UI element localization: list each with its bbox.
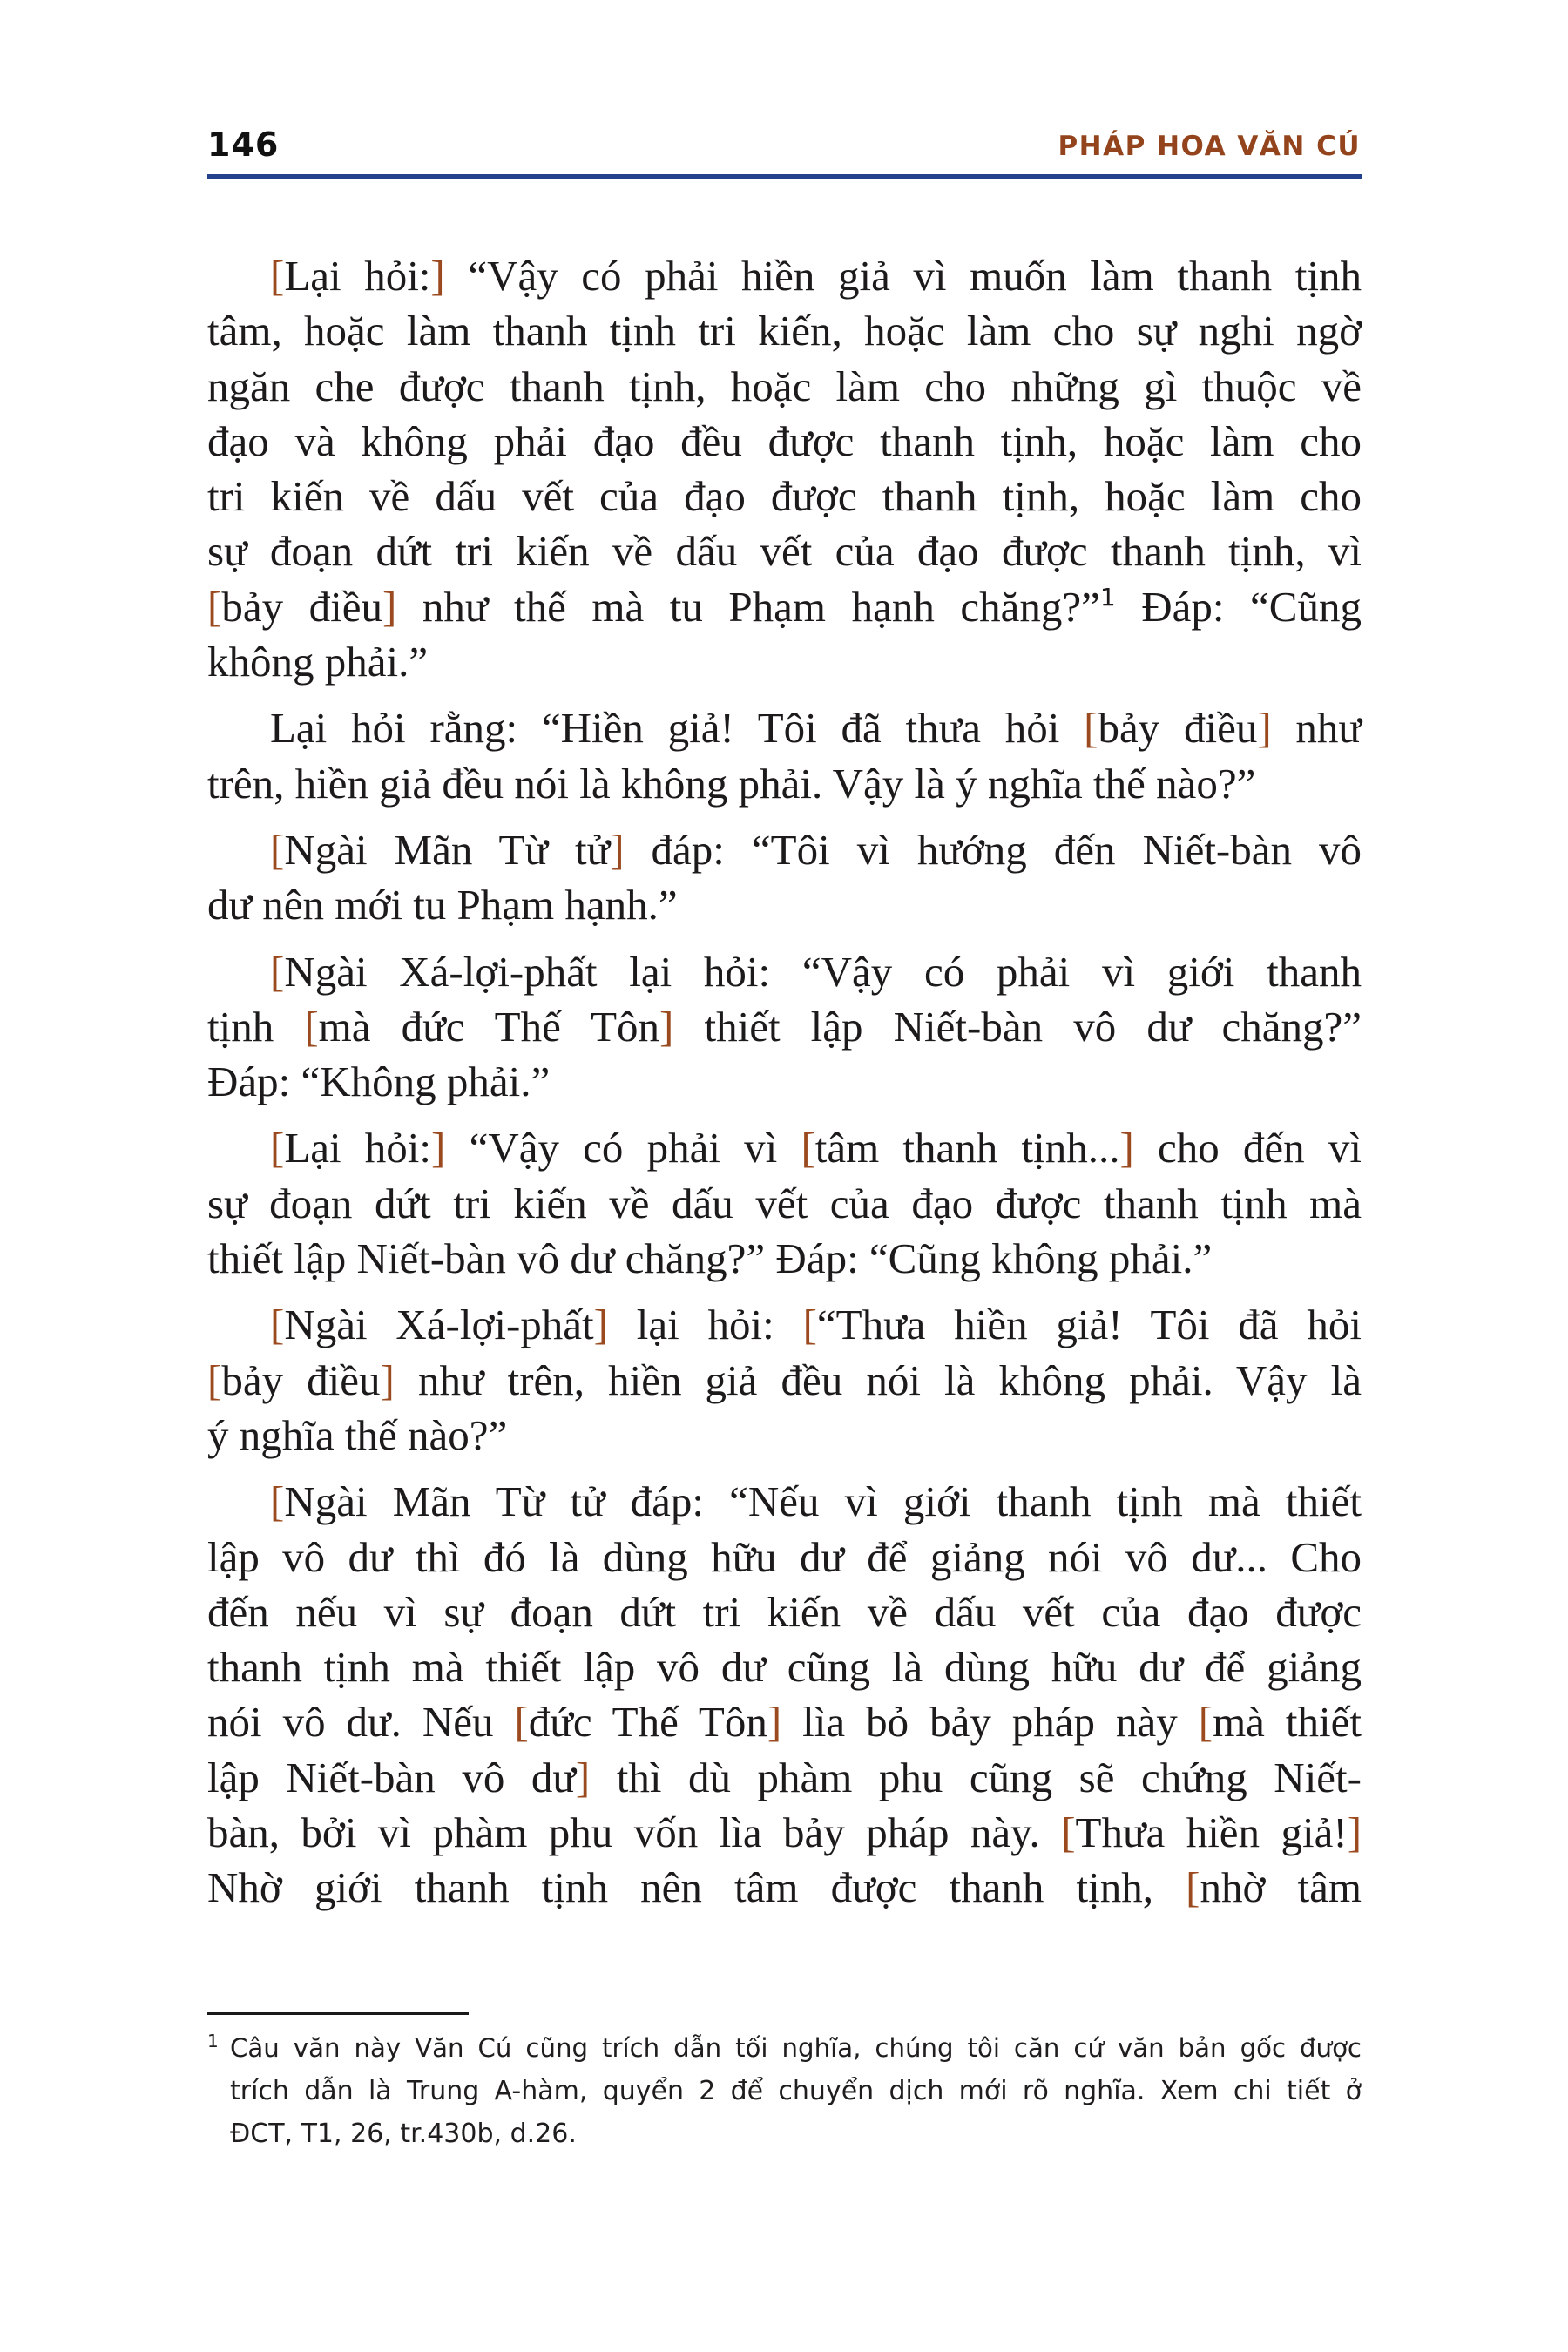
page-number: 146 — [207, 125, 280, 164]
text-line — [207, 359, 1362, 414]
text-line — [207, 877, 1362, 932]
text-line — [207, 634, 1362, 689]
editorial-bracket: [ — [270, 1477, 285, 1526]
text-line — [207, 944, 1362, 999]
text-segment: sự đoạn dứt tri kiến về dấu vết của đạo được thanh tịnh mà — [207, 1179, 1362, 1227]
editorial-bracket: ] — [767, 1698, 782, 1747]
text-segment: trên, hiền giả đều nói là không phải. Vậy là ý nghĩa thế nào?” — [207, 759, 1256, 808]
editorial-bracket: [ — [1084, 704, 1098, 753]
footnote-marker: 1 — [207, 2031, 219, 2051]
editorial-bracket: ] — [430, 252, 445, 300]
paragraph — [207, 248, 1362, 689]
editorial-bracket: [ — [270, 947, 285, 996]
text-segment: tri kiến về dấu vết của đạo được thanh tịnh, hoặc làm cho — [207, 472, 1362, 521]
text-segment: Lại hỏi: — [284, 252, 431, 300]
editorial-bracket: ] — [659, 1002, 674, 1051]
text-line — [207, 524, 1362, 578]
text-line — [207, 579, 1362, 634]
footnote — [207, 2027, 1362, 2155]
editorial-bracket: [ — [801, 1124, 815, 1173]
text-segment: Nhờ giới thanh tịnh nên tâm được thanh tịnh, — [207, 1863, 1186, 1912]
text-line — [207, 1530, 1362, 1585]
text-line — [207, 1297, 1362, 1352]
text-segment: lập vô dư thì đó là dùng hữu dư để giảng nói vô dư... Cho — [207, 1532, 1362, 1581]
running-header-title: PHÁP HOA VĂN CÚ — [1058, 131, 1361, 162]
text-segment: như trên, hiền giả đều nói là không phải. Vậy là — [394, 1355, 1362, 1404]
footnote-text: ĐCT, T1, 26, tr.430b, d.26. — [230, 2119, 577, 2149]
text-segment: Ngài Xá-lợi-phất — [284, 1301, 594, 1349]
text-line — [207, 1694, 1362, 1749]
text-segment: tâm, hoặc làm thanh tịnh tri kiến, hoặc làm cho sự nghi ngờ — [207, 307, 1362, 355]
footnote-text: Câu văn này Văn Cú cũng trích dẫn tối nghĩa, chúng tôi căn cứ văn bản gốc được — [230, 2033, 1362, 2063]
text-segment: Thưa hiền giả! — [1075, 1808, 1348, 1857]
text-line — [207, 1805, 1362, 1860]
text-segment: “Thưa hiền giả! Tôi đã hỏi — [816, 1301, 1362, 1349]
text-segment: Đáp: “Không phải.” — [207, 1058, 551, 1106]
text-segment: đạo và không phải đạo đều được thanh tịnh, hoặc làm cho — [207, 416, 1362, 465]
text-line — [207, 1474, 1362, 1529]
text-segment: ý nghĩa thế nào?” — [207, 1410, 508, 1459]
editorial-bracket: ] — [380, 1355, 395, 1404]
text-segment: tịnh — [207, 1002, 305, 1051]
editorial-bracket: ] — [431, 1124, 446, 1173]
text-segment: thì dù phàm phu cũng sẽ chứng Niết- — [590, 1753, 1362, 1801]
footnote-reference: 1 — [1099, 582, 1116, 612]
text-line — [207, 756, 1362, 811]
editorial-bracket: [ — [207, 1355, 222, 1404]
editorial-bracket: [ — [270, 825, 285, 874]
footnote-line — [207, 2112, 1362, 2155]
text-segment: lại hỏi: — [607, 1301, 803, 1349]
editorial-bracket: ] — [1257, 704, 1272, 753]
editorial-bracket: [ — [514, 1698, 529, 1747]
text-segment: không phải.” — [207, 638, 429, 686]
text-segment: ngăn che được thanh tịnh, hoặc làm cho những gì thuộc về — [207, 362, 1362, 410]
text-segment: thiết lập Niết-bàn vô dư chăng?” Đáp: “Cũng không phải.” — [207, 1234, 1213, 1283]
paragraph — [207, 1297, 1362, 1463]
text-segment: Ngài Xá-lợi-phất lại hỏi: “Vậy có phải vì giới thanh — [284, 947, 1362, 996]
editorial-bracket: ] — [593, 1301, 608, 1349]
editorial-bracket: [ — [802, 1301, 817, 1349]
text-segment: thanh tịnh mà thiết lập vô dư cũng là dùng hữu dư để giảng — [207, 1643, 1362, 1692]
text-segment: bảy điều — [221, 1355, 381, 1404]
text-line — [207, 303, 1362, 358]
editorial-bracket: [ — [1198, 1698, 1213, 1747]
text-segment: lìa bỏ bảy pháp này — [781, 1698, 1199, 1747]
text-line — [207, 1750, 1362, 1805]
text-segment: như — [1271, 704, 1362, 753]
text-segment: đáp: “Tôi vì hướng đến Niết-bàn vô — [624, 825, 1362, 874]
footnote-line — [207, 2070, 1362, 2112]
text-line — [207, 414, 1362, 469]
text-line — [207, 1120, 1362, 1175]
text-segment: “Vậy có phải hiền giả vì muốn làm thanh tịnh — [444, 252, 1362, 300]
text-segment: tâm thanh tịnh... — [814, 1124, 1120, 1173]
text-segment: mà thiết — [1213, 1698, 1362, 1747]
text-segment: mà đức Thế Tôn — [318, 1002, 660, 1051]
text-segment: bảy điều — [1098, 704, 1258, 753]
text-segment: Lại hỏi: — [284, 1124, 432, 1173]
editorial-bracket: [ — [304, 1002, 319, 1051]
text-segment: dư nên mới tu Phạm hạnh.” — [207, 881, 678, 929]
editorial-bracket: ] — [1347, 1808, 1362, 1857]
editorial-bracket: [ — [270, 252, 285, 300]
text-line — [207, 1054, 1362, 1109]
text-segment: lập Niết-bàn vô dư — [207, 1753, 576, 1801]
paragraph — [207, 1120, 1362, 1286]
paragraph — [207, 1474, 1362, 1915]
editorial-bracket: ] — [382, 582, 397, 631]
text-segment: đức Thế Tôn — [528, 1698, 767, 1747]
text-segment: sự đoạn dứt tri kiến về dấu vết của đạo được thanh tịnh, vì — [207, 527, 1362, 576]
text-line — [207, 1231, 1362, 1286]
text-line — [207, 999, 1362, 1054]
text-segment: Đáp: “Cũng — [1115, 582, 1362, 631]
editorial-bracket: [ — [270, 1124, 285, 1173]
text-segment: như thế mà tu Phạm hạnh chăng?” — [396, 582, 1100, 631]
text-line — [207, 822, 1362, 877]
text-line — [207, 1860, 1362, 1915]
header-rule — [207, 174, 1362, 179]
footnote-text: trích dẫn là Trung A-hàm, quyển 2 để chuyển dịch mới rõ nghĩa. Xem chi tiết ở — [230, 2076, 1362, 2106]
editorial-bracket: [ — [1186, 1863, 1200, 1912]
text-segment: Ngài Mãn Từ tử — [284, 825, 611, 874]
text-segment: đến nếu vì sự đoạn dứt tri kiến về dấu vết của đạo được — [207, 1587, 1362, 1636]
editorial-bracket: ] — [1119, 1124, 1134, 1173]
text-segment: Lại hỏi rằng: “Hiền giả! Tôi đã thưa hỏi — [270, 704, 1085, 753]
editorial-bracket: [ — [270, 1301, 285, 1349]
text-line — [207, 1585, 1362, 1639]
editorial-bracket: ] — [610, 825, 625, 874]
footnote-line — [207, 2027, 1362, 2070]
text-line — [207, 1353, 1362, 1408]
text-line — [207, 469, 1362, 524]
paragraph — [207, 700, 1362, 811]
text-segment: nói vô dư. Nếu — [207, 1698, 515, 1747]
text-line — [207, 1176, 1362, 1231]
text-line — [207, 1639, 1362, 1694]
text-segment: nhờ tâm — [1200, 1863, 1362, 1912]
editorial-bracket: [ — [1061, 1808, 1076, 1857]
paragraph — [207, 822, 1362, 933]
text-segment: cho đến vì — [1133, 1124, 1362, 1173]
text-line — [207, 1408, 1362, 1463]
text-segment: thiết lập Niết-bàn vô dư chăng?” — [673, 1002, 1362, 1051]
text-segment: Ngài Mãn Từ tử đáp: “Nếu vì giới thanh tịnh mà thiết — [284, 1477, 1362, 1526]
text-segment: bàn, bởi vì phàm phu vốn lìa bảy pháp này. — [207, 1808, 1062, 1857]
text-segment: bảy điều — [221, 582, 382, 631]
text-line — [207, 248, 1362, 303]
editorial-bracket: [ — [207, 582, 222, 631]
text-segment: “Vậy có phải vì — [445, 1124, 801, 1173]
text-line — [207, 700, 1362, 755]
editorial-bracket: ] — [575, 1753, 591, 1801]
paragraph — [207, 944, 1362, 1110]
main-text — [207, 248, 1362, 1927]
footnote-separator — [207, 2012, 469, 2015]
